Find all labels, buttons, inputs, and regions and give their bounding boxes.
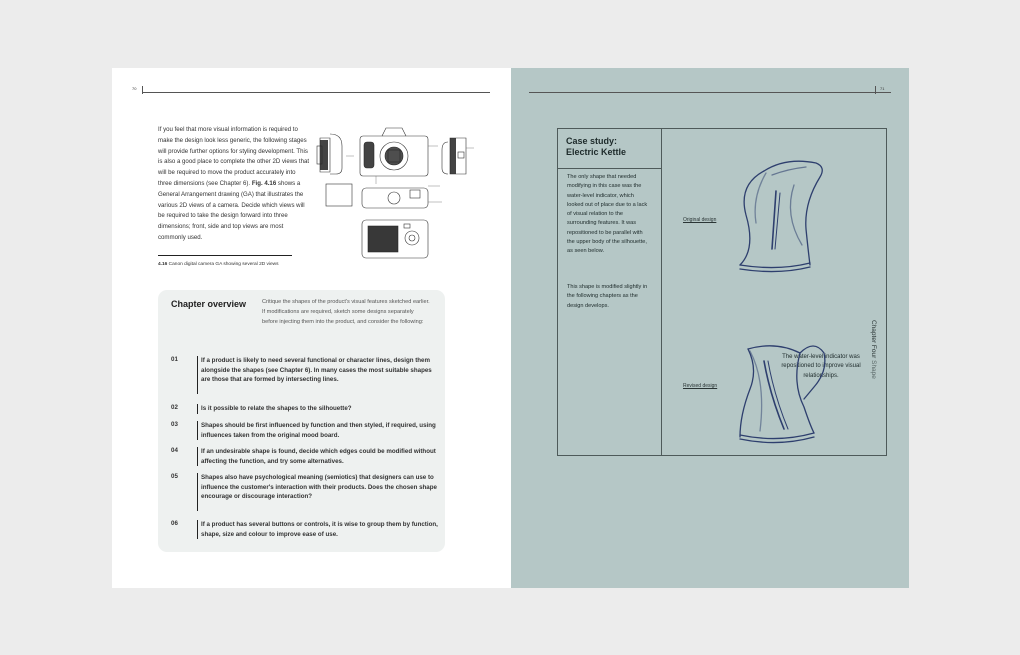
item-bar [197, 473, 198, 511]
item-text: If a product is likely to need several functional or character lines, design them alongside the shapes (see Chapter 6). In many cases the most suitable shapes are those that are formed by intersecting lines. [201, 357, 432, 383]
item-number: 05 [171, 473, 178, 480]
figure-reference: Fig. 4.16 [251, 179, 277, 187]
header-rule [142, 92, 490, 93]
intro-paragraph: If you feel that more visual information is required to make the design look less generic, the following stages will provide further options for styling development. This is also a good place to complete the other 2D views that will be required to move the product accurately into three dimensions (see Chapter 6). Fig. 4.16 shows a General Arrangement drawing (GA) that illustrates the various 2D views of a camera. Decide which views will be required to take the design forward into three dimensions; front, side and top views are most commonly used. [158, 126, 310, 241]
header-tick [875, 86, 876, 94]
case-study-frame [557, 128, 887, 456]
page-number: 71 [880, 86, 885, 91]
caption-rule [158, 255, 292, 256]
case-study-title-rule [558, 168, 661, 169]
item-text: Shapes should be first influenced by function and then styled, if required, using influences taken from the original mood board. [201, 422, 436, 439]
label-original-design: Original design [683, 217, 717, 223]
item-number: 03 [171, 421, 178, 428]
item-number: 01 [171, 356, 178, 363]
item-text: If an undesirable shape is found, decide which edges could be modified without affecting the function, and try some alternatives. [201, 448, 436, 465]
item-number: 04 [171, 447, 178, 454]
chapter-overview-title: Chapter overview [171, 299, 247, 309]
header-rule [529, 92, 891, 93]
item-number: 02 [171, 404, 178, 411]
right-page [511, 68, 909, 588]
item-bar [197, 404, 198, 414]
case-study-divider [661, 129, 662, 455]
item-bar [197, 520, 198, 539]
figure-caption: 4.16 Canon digital camera GA showing several 2D views [158, 262, 279, 267]
original-kettle-sketch [734, 157, 834, 273]
chapter-overview-box [158, 290, 445, 552]
item-bar [197, 447, 198, 466]
water-level-note: The water-level indicator was repositioned to improve visual relationships. [781, 354, 861, 379]
camera-ga-drawing [312, 126, 482, 266]
chapter-side-tab: Chapter Four Shape [870, 320, 877, 379]
case-study-body: The only shape that needed modifying in this case was the water-level indicator, which looked out of place due to a lack of visual relation to the surrounding features. It was repositioned to be parallel with the upper body of the silhouette, as seen below. [567, 174, 648, 255]
case-study-title: Case study: Electric Kettle [566, 136, 627, 157]
item-number: 06 [171, 520, 178, 527]
chapter-overview-intro: Critique the shapes of the product's visual features sketched earlier. If modifications are required, sketch some designs separately before injecting them into the product, and consider the following: [262, 299, 430, 325]
revised-kettle-sketch [734, 339, 834, 445]
item-bar [197, 356, 198, 394]
item-bar [197, 421, 198, 440]
case-study-body-2: This shape is modified slightly in the following chapters as the design develops. [567, 284, 648, 309]
item-text: Shapes also have psychological meaning (semiotics) that designers can use to influence the customer's interaction with their products. Does the chosen shape encourage or discourage interaction? [201, 474, 437, 500]
left-page [112, 68, 511, 588]
label-revised-design: Revised design [683, 383, 718, 389]
item-text: Is it possible to relate the shapes to the silhouette? [201, 405, 352, 412]
item-text: If a product has several buttons or controls, it is wise to group them by function, shape, size and colour to improve ease of use. [201, 521, 438, 538]
page-number: 70 [132, 86, 137, 91]
